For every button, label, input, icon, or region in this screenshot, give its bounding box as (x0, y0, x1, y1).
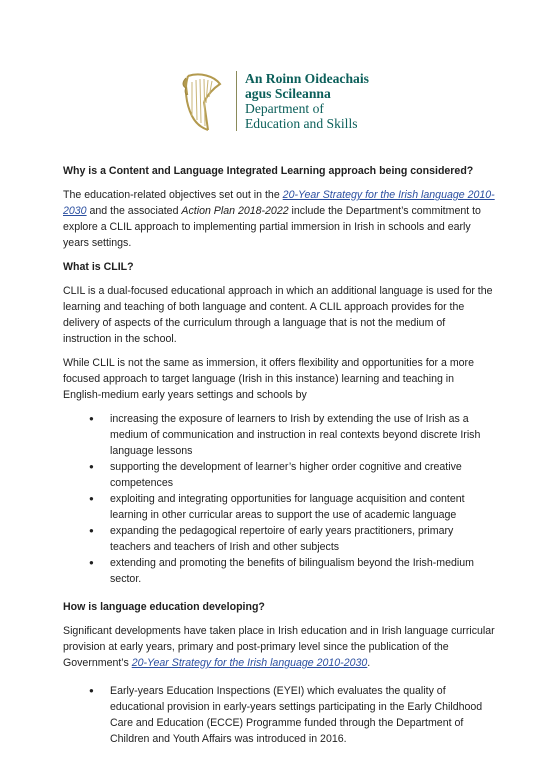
document-body (63, 163, 495, 759)
department-logo (178, 70, 369, 132)
paragraph-objectives (63, 187, 495, 251)
paragraph-clil-definition: CLIL is a dual-focused educational approach in which an additional language is used for the learning and teaching of both language and content. A CLIL approach provides for the delivery of aspects of the curriculum through a language that is not the medium of instruction in the school. (63, 285, 493, 345)
section-heading-what-is-clil: What is CLIL? (63, 261, 134, 273)
list-item: ● supporting the development of learner’s higher order cognitive and creative competences (63, 459, 483, 491)
section-heading-why-clil: Why is a Content and Language Integrated Learning approach being considered? (63, 165, 474, 177)
action-plan-text: Action Plan 2018-2022 (181, 205, 289, 217)
logo-text (245, 71, 369, 131)
bullet-list-clil-benefits (63, 411, 495, 587)
paragraph-developments (63, 623, 495, 671)
logo-line-4: Education and Skills (245, 116, 358, 131)
harp-icon (178, 70, 226, 132)
logo-divider (236, 71, 237, 131)
section-heading-language-education: How is language education developing? (63, 601, 265, 613)
strategy-link[interactable]: 20-Year Strategy for the Irish language 2010-2030 (63, 189, 495, 217)
list-item: ● increasing the exposure of learners to Irish by extending the use of Irish as a medium of communication and instruction in real contexts beyond discrete Irish language lessons (63, 411, 483, 459)
text-run: The education-related objectives set out in the (63, 189, 283, 201)
list-item: ● expanding the pedagogical repertoire of early years practitioners, primary teachers and teachers of Irish and other subjects (63, 523, 483, 555)
bullet-list-developments (63, 683, 495, 747)
logo-line-1: An Roinn Oideachais (245, 71, 369, 86)
list-item: ● extending and promoting the benefits of bilingualism beyond the Irish-medium sector. (63, 555, 483, 587)
text-run: Significant developments have taken place in Irish education and in Irish language curricular provision at early years, primary and post-primary level since the publication of the Government’s (63, 625, 495, 669)
logo-line-2: agus Scileanna (245, 86, 331, 101)
strategy-link[interactable]: 20-Year Strategy for the Irish language 2010-2030 (131, 657, 368, 669)
logo-line-3: Department of (245, 101, 324, 116)
list-item: ● Early-years Education Inspections (EYEI) which evaluates the quality of educational provision in early-years settings participating in the Early Childhood Care and Education (ECCE) Programme funded through the Department of Children and Youth Affairs was introduced in 2016. (63, 683, 483, 747)
text-run: include the Department’s commitment to explore a CLIL approach to implementing partial immersion in Irish in schools and early years settings. (63, 205, 481, 249)
text-run: and the associated (86, 205, 182, 217)
text-run: . (367, 657, 371, 669)
paragraph-clil-flexibility: While CLIL is not the same as immersion, it offers flexibility and opportunities for a more focused approach to target language (Irish in this instance) learning and teaching in English-medium early years settings and schools by (63, 357, 474, 401)
list-item: ● exploiting and integrating opportunities for language acquisition and content learning in other curricular areas to support the use of academic language (63, 491, 483, 523)
